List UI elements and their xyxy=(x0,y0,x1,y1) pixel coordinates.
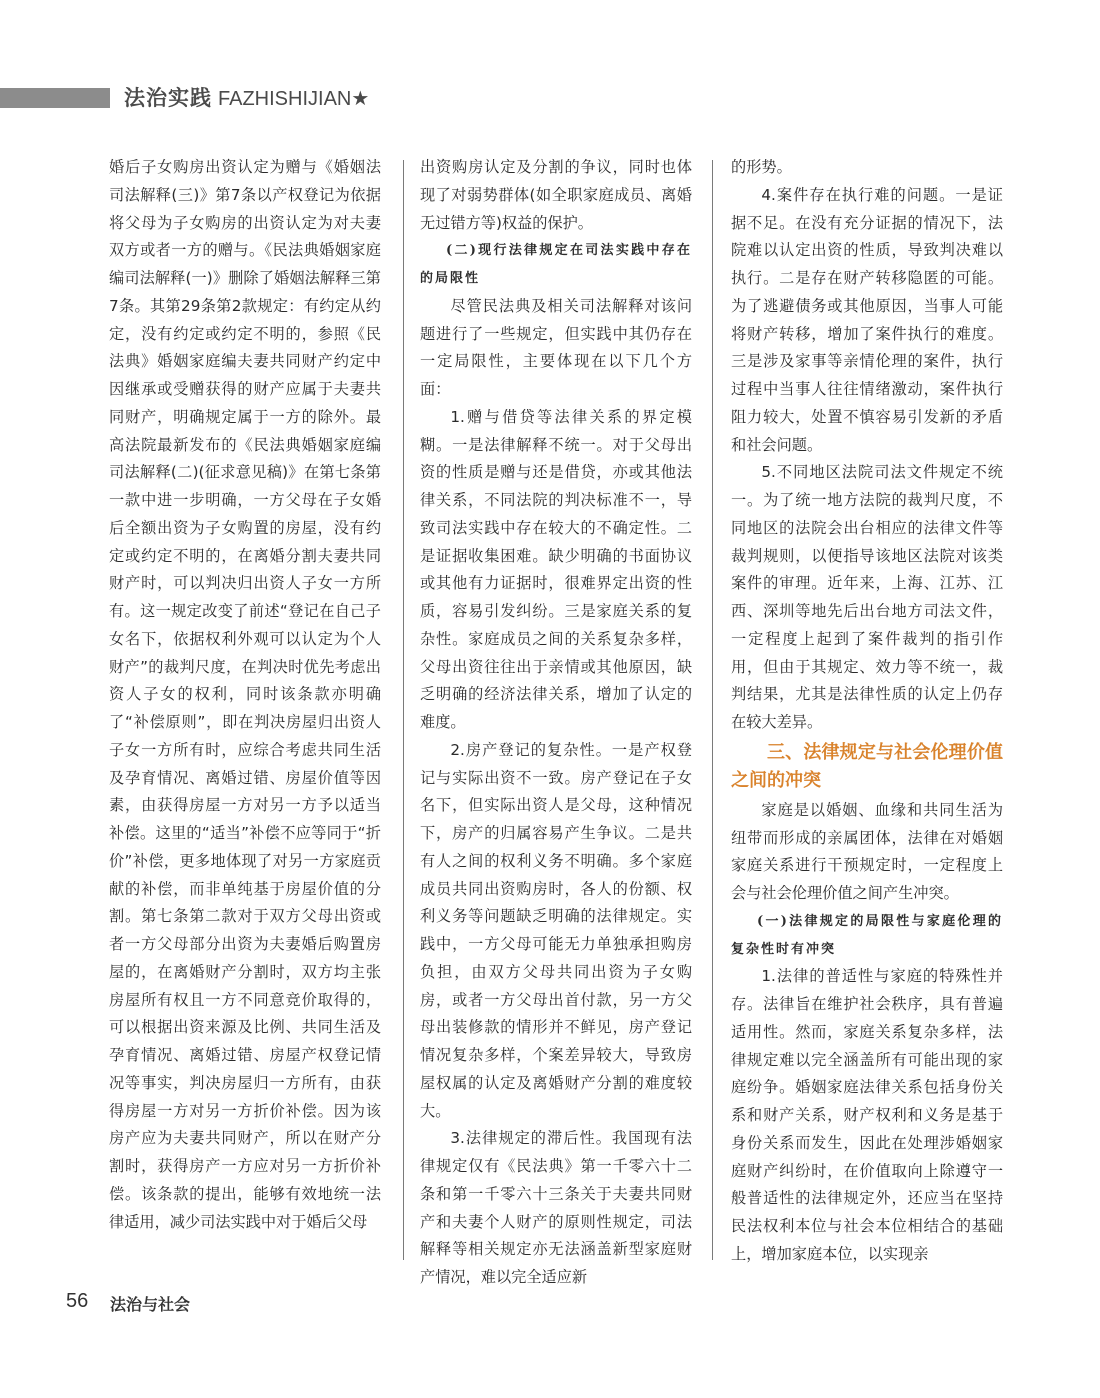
text-column-1 xyxy=(109,154,381,1236)
running-header xyxy=(124,84,369,112)
paragraph: 1.法律的普适性与家庭的特殊性并存。法律旨在维护社会秩序，具有普遍适用性。然而，家庭关系复杂多样，法律规定难以完全涵盖所有可能出现的家庭纷争。婚姻家庭法律关系包括身份关系和财产关系，财产权利和义务是基于身份关系而发生，因此在处理涉婚姻家庭财产纠纷时，在价值取向上除遵守一般普适性的法律规定外，还应当在坚持民法权利本位与社会本位相结合的基础上，增加家庭本位，以实现亲 xyxy=(731,967,1003,1263)
page-number: 56 xyxy=(66,1290,89,1312)
paragraph: 出资购房认定及分割的争议，同时也体现了对弱势群体(如全职家庭成员、离婚无过错方等)权益的保护。 xyxy=(420,158,692,232)
journal-name: 法治与社会 xyxy=(110,1295,191,1314)
header-title-cn: 法治实践 xyxy=(124,86,212,110)
header-gray-bar xyxy=(0,88,110,108)
paragraph: 的形势。 xyxy=(731,158,792,176)
paragraph: 4.案件存在执行难的问题。一是证据不足。在没有充分证据的情况下，法院难以认定出资的性质，导致判决难以执行。二是存在财产转移隐匿的可能。为了逃避债务或其他原因，当事人可能将财产转移，增加了案件执行的难度。三是涉及家事等亲情伦理的案件，执行过程中当事人往往情绪激动，案件执行阻力较大，处置不慎容易引发新的矛盾和社会问题。 xyxy=(731,185,1003,454)
paragraph: 2.房产登记的复杂性。一是产权登记与实际出资不一致。房产登记在子女名下，但实际出资人是父母，这种情况下，房产的归属容易产生争议。二是共有人之间的权利义务不明确。多个家庭成员共同出资购房时，各人的份额、权利义务等问题缺乏明确的法律规定。实践中，一方父母可能无力单独承担购房负担，由双方父母共同出资为子女购房，或者一方父母出首付款，另一方父母出装修款的情形并不鲜见，房产登记情况复杂多样，个案差异较大，导致房屋权属的认定及离婚财产分割的难度较大。 xyxy=(420,740,692,1120)
paragraph: 尽管民法典及相关司法解释对该问题进行了一些规定，但实践中其仍存在一定局限性，主要体现在以下几个方面： xyxy=(420,296,692,398)
column-divider xyxy=(403,160,404,1260)
paragraph: 家庭是以婚姻、血缘和共同生活为纽带而形成的亲属团体，法律在对婚姻家庭关系进行干预规定时，一定程度上会与社会伦理价值之间产生冲突。 xyxy=(731,800,1003,902)
subsection-heading: (一)法律规定的局限性与家庭伦理的复杂性时有冲突 xyxy=(731,913,1003,957)
paragraph: 3.法律规定的滞后性。我国现有法律规定仅有《民法典》第一千零六十二条和第一千零六十三条关于夫妻共同财产和夫妻个人财产的原则性规定，司法解释等相关规定亦无法涵盖新型家庭财产情况，难以完全适应新 xyxy=(420,1129,692,1286)
text-column-2 xyxy=(420,154,692,1292)
paragraph: 1.赠与借贷等法律关系的界定模糊。一是法律解释不统一。对于父母出资的性质是赠与还是借贷，亦或其他法律关系，不同法院的判决标准不一，导致司法实践中存在较大的不确定性。二是证据收集困难。缺少明确的书面协议或其他有力证据时，很难界定出资的性质，容易引发纠纷。三是家庭关系的复杂性。家庭成员之间的关系复杂多样，父母出资往往出于亲情或其他原因，缺乏明确的经济法律关系，增加了认定的难度。 xyxy=(420,407,692,731)
section-heading: 三、法律规定与社会伦理价值之间的冲突 xyxy=(731,741,1003,791)
paragraph: 5.不同地区法院司法文件规定不统一。为了统一地方法院的裁判尺度，不同地区的法院会出台相应的法律文件等裁判规则，以便指导该地区法院对该类案件的审理。近年来，上海、江苏、江西、深圳等地先后出台地方司法文件，一定程度上起到了案件裁判的指引作用，但由于其规定、效力等不统一，裁判结果，尤其是法律性质的认定上仍存在较大差异。 xyxy=(731,463,1003,731)
header-title-en: FAZHISHIJIAN★ xyxy=(218,88,370,110)
subsection-heading: (二)现行法律规定在司法实践中存在的局限性 xyxy=(420,243,692,286)
paragraph: 婚后子女购房出资认定为赠与《婚姻法司法解释(三)》第7条以产权登记为依据将父母为子女购房的出资认定为对夫妻双方或者一方的赠与。《民法典婚姻家庭编司法解释(一)》删除了婚姻法解释三第7条。其第29条第2款规定：有约定从约定，没有约定或约定不明的，参照《民法典》婚姻家庭编夫妻共同财产约定中因继承或受赠获得的财产应属于夫妻共同财产，明确规定属于一方的除外。最高法院最新发布的《民法典婚姻家庭编司法解释(二)(征求意见稿)》在第七条第一款中进一步明确，一方父母在子女婚后全额出资为子女购置的房屋，没有约定或约定不明的，在离婚分割夫妻共同财产时，可以判决归出资人子女一方所有。这一规定改变了前述“登记在自己子女名下，依据权利外观可以认定为个人财产”的裁判尺度，在判决时优先考虑出资人子女的权利，同时该条款亦明确了“补偿原则”，即在判决房屋归出资人子女一方所有时，应综合考虑共同生活及孕育情况、离婚过错、房屋价值等因素，由获得房屋一方对另一方予以适当补偿。这里的“适当”补偿不应等同于“折价”补偿，更多地体现了对另一方家庭贡献的补偿，而非单纯基于房屋价值的分割。第七条第二款对于双方父母出资或者一方父母部分出资为夫妻婚后购置房屋的，在离婚财产分割时，双方均主张房屋所有权且一方不同意竞价取得的，可以根据出资来源及比例、共同生活及孕育情况、离婚过错、房屋产权登记情况等事实，判决房屋归一方所有，由获得房屋一方对另一方折价补偿。因为该房产应为夫妻共同财产，所以在财产分割时，获得房产一方应对另一方折价补偿。该条款的提出，能够有效地统一法律适用，减少司法实践中对于婚后父母 xyxy=(109,158,381,1231)
column-divider xyxy=(712,160,713,1260)
text-column-3 xyxy=(731,154,1003,1269)
